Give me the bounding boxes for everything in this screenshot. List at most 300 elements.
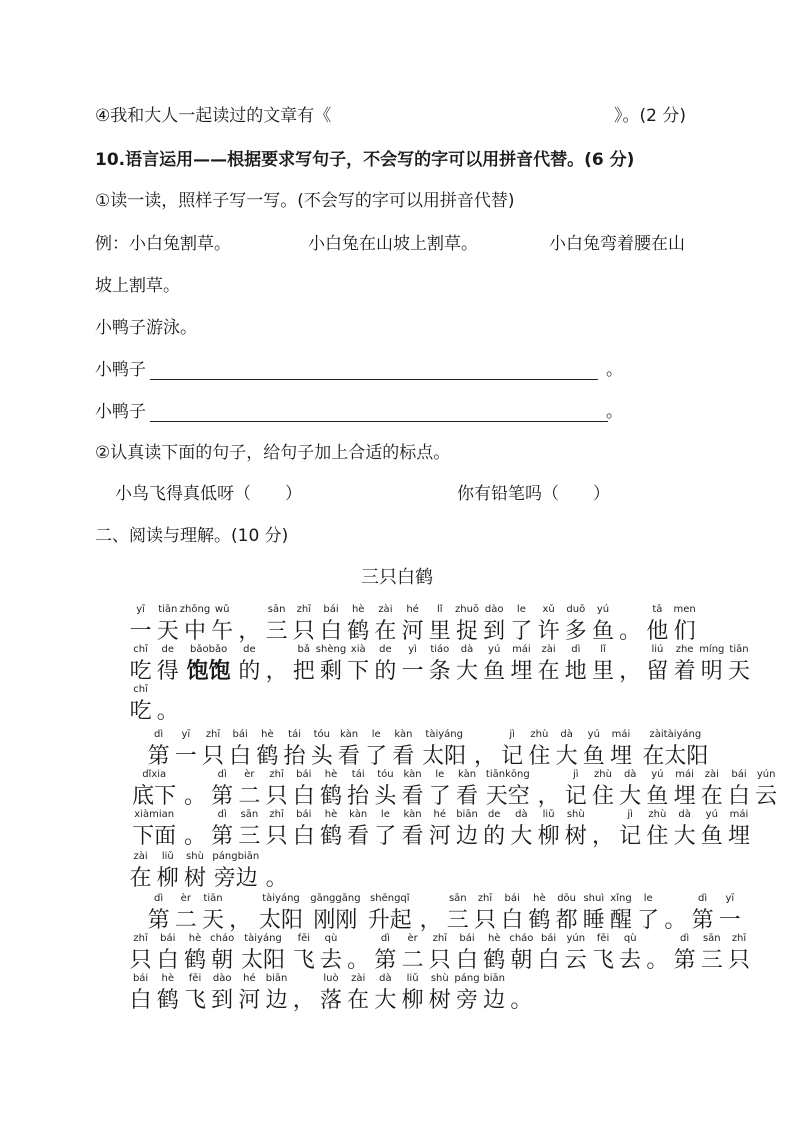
pinyin: cháo bbox=[509, 933, 534, 944]
hanzi: 。 bbox=[510, 988, 533, 1013]
pinyin: zài bbox=[541, 644, 556, 655]
hanzi: 睡 bbox=[582, 908, 605, 933]
pinyin: le bbox=[435, 769, 445, 780]
pinyin: hé bbox=[406, 604, 419, 615]
pinyin: de bbox=[161, 644, 175, 655]
pinyin: xiàmian bbox=[134, 809, 175, 820]
pinyin: cháo bbox=[210, 933, 235, 944]
hanzi: 只 bbox=[292, 619, 315, 644]
hanzi: 一 bbox=[129, 619, 152, 644]
pinyin: xià bbox=[350, 644, 366, 655]
pinyin: le bbox=[516, 604, 526, 615]
hanzi: 许 bbox=[537, 619, 560, 644]
pinyin: chī bbox=[133, 684, 148, 695]
hanzi: 地 bbox=[564, 659, 587, 684]
hanzi: 留 bbox=[646, 659, 669, 684]
hanzi: 飞 bbox=[292, 948, 315, 973]
hanzi: 在 bbox=[700, 784, 723, 809]
pinyin: zhù bbox=[594, 769, 612, 780]
pinyin: liǔ bbox=[161, 851, 174, 862]
hanzi: 了 bbox=[428, 784, 451, 809]
hanzi: 第 bbox=[147, 744, 170, 769]
hanzi: 大 bbox=[619, 784, 642, 809]
pinyin: liǔ bbox=[542, 809, 555, 820]
pinyin: hè bbox=[261, 729, 274, 740]
fill1-prefix: 小鸭子 bbox=[95, 360, 146, 380]
hanzi: 第 bbox=[673, 948, 696, 973]
hanzi: 柳 bbox=[537, 824, 560, 849]
pinyin: zài bbox=[133, 851, 148, 862]
hanzi: 天空 bbox=[485, 784, 530, 809]
hanzi: 第 bbox=[691, 908, 714, 933]
pinyin: zài bbox=[704, 769, 719, 780]
pinyin: fēi bbox=[596, 933, 610, 944]
hanzi: 鹤 bbox=[347, 619, 370, 644]
hanzi: 下面 bbox=[132, 824, 177, 849]
hanzi: 白 bbox=[292, 824, 315, 849]
pinyin: bái bbox=[296, 809, 312, 820]
hanzi: 只 bbox=[265, 784, 288, 809]
pinyin: yī bbox=[136, 604, 145, 615]
hanzi: 鱼 bbox=[582, 744, 605, 769]
pinyin: wǔ bbox=[214, 604, 230, 615]
q10-sub1: ①读一读，照样子写一写。(不会写的字可以用拼音代替) bbox=[95, 191, 515, 211]
pinyin: sān bbox=[702, 933, 721, 944]
hanzi: 在 bbox=[374, 619, 397, 644]
pinyin: zhī bbox=[296, 604, 311, 615]
pinyin: bái bbox=[504, 893, 520, 904]
pinyin: hé bbox=[243, 973, 256, 984]
hanzi: ， bbox=[619, 659, 642, 684]
hanzi: 鹤 bbox=[319, 784, 343, 809]
pinyin: dì bbox=[217, 809, 227, 820]
pinyin: tā bbox=[652, 604, 663, 615]
hanzi: 鱼 bbox=[591, 619, 615, 644]
pinyin: hè bbox=[533, 893, 546, 904]
pinyin: dǐxia bbox=[142, 769, 167, 780]
hanzi: 旁边 bbox=[213, 866, 258, 891]
pinyin: zhōng bbox=[179, 604, 211, 615]
pinyin: xǔ bbox=[542, 604, 555, 615]
hanzi: 第 bbox=[211, 824, 234, 849]
pinyin: le bbox=[371, 729, 381, 740]
hanzi: 飞 bbox=[183, 988, 207, 1013]
hanzi: 一 bbox=[401, 659, 424, 684]
pinyin: zhù bbox=[648, 809, 667, 820]
pinyin: zhī bbox=[133, 933, 148, 944]
hanzi: ， bbox=[473, 744, 497, 769]
pinyin: bái bbox=[132, 973, 149, 984]
pinyin: le bbox=[380, 809, 390, 820]
pinyin: jì bbox=[573, 769, 579, 780]
hanzi: 只 bbox=[727, 948, 751, 973]
section2-title: 二、阅读与理解。(10 分) bbox=[95, 526, 289, 546]
hanzi: 吃 bbox=[129, 659, 152, 684]
example-a: 例：小白兔割草。 bbox=[95, 234, 231, 254]
pinyin: qù bbox=[623, 933, 637, 944]
pinyin: liú bbox=[651, 644, 664, 655]
punct-item-2: 你有铅笔吗（ ） bbox=[457, 484, 610, 504]
pinyin: bái bbox=[459, 933, 475, 944]
pinyin: hé bbox=[433, 809, 447, 820]
hanzi: 树 bbox=[183, 866, 207, 891]
pinyin: hè bbox=[351, 604, 365, 615]
hanzi: 捉 bbox=[455, 619, 479, 644]
hanzi: 记 bbox=[501, 744, 524, 769]
pinyin: zhī bbox=[731, 933, 747, 944]
pinyin: jì bbox=[627, 809, 633, 820]
hanzi: 住 bbox=[591, 784, 615, 809]
fill2-end: 。 bbox=[606, 402, 623, 422]
hanzi: 白 bbox=[501, 908, 524, 933]
pinyin: dì bbox=[154, 729, 164, 740]
pinyin: shù bbox=[186, 851, 204, 862]
hanzi: 只 bbox=[265, 824, 288, 849]
pinyin: yì bbox=[408, 644, 417, 655]
hanzi: 在太阳 bbox=[642, 744, 709, 769]
pinyin: tàiyáng bbox=[244, 933, 282, 944]
pinyin: shuì bbox=[583, 893, 605, 904]
pinyin: zhuō bbox=[454, 604, 480, 615]
pinyin: xǐng bbox=[610, 893, 632, 904]
hanzi: 二 bbox=[174, 908, 197, 933]
pinyin: bǎ bbox=[297, 644, 311, 655]
hanzi: ， bbox=[419, 908, 442, 933]
pinyin: sān bbox=[448, 893, 467, 904]
hanzi: 一 bbox=[718, 908, 741, 933]
pinyin: míng bbox=[699, 644, 725, 655]
pinyin: lǐ bbox=[600, 644, 606, 655]
pinyin: sān bbox=[267, 604, 286, 615]
pinyin: tóu bbox=[313, 729, 330, 740]
pinyin: hè bbox=[188, 933, 202, 944]
pinyin: mái bbox=[729, 809, 749, 820]
pinyin: zài bbox=[351, 973, 366, 984]
hanzi: ， bbox=[265, 659, 288, 684]
hanzi: 旁 bbox=[455, 988, 479, 1013]
pinyin: de bbox=[487, 809, 501, 820]
pinyin: gānggāng bbox=[310, 893, 361, 904]
hanzi: 。 bbox=[664, 908, 687, 933]
pinyin: dà bbox=[560, 729, 573, 740]
hanzi: 三 bbox=[446, 908, 469, 933]
hanzi: 条 bbox=[428, 659, 451, 684]
hanzi: 埋 bbox=[673, 784, 696, 809]
pinyin: dōu bbox=[557, 893, 576, 904]
pinyin: kàn bbox=[349, 809, 368, 820]
pinyin: dà bbox=[515, 809, 528, 820]
pinyin: liǔ bbox=[406, 973, 419, 984]
pinyin: dì bbox=[698, 893, 708, 904]
pinyin: qù bbox=[324, 933, 338, 944]
pinyin: zàitàiyáng bbox=[649, 729, 702, 740]
hanzi: ， bbox=[292, 988, 315, 1013]
hanzi: 底下 bbox=[132, 784, 177, 809]
pinyin: dào bbox=[484, 604, 504, 615]
hanzi: 在 bbox=[129, 866, 152, 891]
hanzi: 他 bbox=[646, 619, 669, 644]
pinyin: zhī bbox=[269, 809, 284, 820]
hanzi: 的 bbox=[238, 659, 261, 684]
pinyin: tiānkōng bbox=[485, 769, 530, 780]
pinyin: mái bbox=[675, 769, 694, 780]
hanzi: 二 bbox=[401, 948, 424, 973]
hanzi: 。 bbox=[347, 948, 370, 973]
hanzi: 白 bbox=[537, 948, 560, 973]
pinyin: tiáo bbox=[430, 644, 450, 655]
pinyin: yī bbox=[181, 729, 191, 740]
hanzi: 天 bbox=[201, 908, 225, 933]
pinyin: zhù bbox=[530, 729, 549, 740]
hanzi: 第 bbox=[374, 948, 397, 973]
hanzi: 。 bbox=[619, 619, 642, 644]
pinyin: luò bbox=[323, 973, 339, 984]
pinyin: dà bbox=[623, 769, 637, 780]
hanzi: 。 bbox=[156, 699, 179, 724]
pinyin: zhī bbox=[269, 769, 284, 780]
hanzi: 一 bbox=[174, 744, 197, 769]
hanzi: 。 bbox=[183, 824, 207, 849]
hanzi: 河 bbox=[428, 824, 451, 849]
q10-title: 10.语言运用——根据要求写句子，不会写的字可以用拼音代替。(6 分) bbox=[95, 150, 635, 170]
hanzi: 白 bbox=[319, 619, 343, 644]
pinyin: yī bbox=[725, 893, 735, 904]
passage-title: 三只白鹤 bbox=[361, 567, 433, 588]
hanzi: 白 bbox=[156, 948, 179, 973]
pinyin: biān bbox=[265, 973, 288, 984]
hanzi: 把 bbox=[292, 659, 315, 684]
pinyin: páng bbox=[454, 973, 480, 984]
hanzi: 剩 bbox=[319, 659, 343, 684]
pinyin: bái bbox=[160, 933, 176, 944]
hanzi: 抬 bbox=[283, 744, 306, 769]
hanzi: 天 bbox=[727, 659, 751, 684]
hanzi: 树 bbox=[428, 988, 451, 1013]
pinyin: biān bbox=[483, 973, 505, 984]
hanzi: 鹤 bbox=[483, 948, 506, 973]
pinyin: kàn bbox=[394, 729, 413, 740]
hanzi: 去 bbox=[319, 948, 343, 973]
pinyin: bǎobǎo bbox=[190, 644, 228, 655]
hanzi: 了 bbox=[637, 908, 660, 933]
hanzi: 边 bbox=[483, 988, 506, 1013]
pinyin: tàiyáng bbox=[425, 729, 463, 740]
pinyin: mái bbox=[611, 729, 631, 740]
hanzi: 看 bbox=[455, 784, 479, 809]
hanzi: ， bbox=[591, 824, 615, 849]
pinyin: èr bbox=[407, 933, 418, 944]
hanzi: 白 bbox=[129, 988, 152, 1013]
pinyin: bái bbox=[731, 769, 747, 780]
pinyin: zài bbox=[378, 604, 393, 615]
pinyin: pángbiān bbox=[212, 851, 260, 862]
hanzi: 鹤 bbox=[183, 948, 207, 973]
hanzi: 飞 bbox=[591, 948, 615, 973]
hanzi: 太阳 bbox=[240, 948, 286, 973]
q10-sub2: ②认真读下面的句子，给句子加上合适的标点。 bbox=[95, 443, 451, 463]
hanzi: 醒 bbox=[609, 908, 633, 933]
pinyin: zhe bbox=[675, 644, 694, 655]
hanzi: 在 bbox=[347, 988, 370, 1013]
hanzi: 到 bbox=[483, 619, 506, 644]
hanzi: 饱饱 bbox=[186, 659, 231, 684]
hanzi: 鱼 bbox=[483, 659, 506, 684]
pinyin: tóu bbox=[377, 769, 394, 780]
hanzi: 云 bbox=[564, 948, 587, 973]
hanzi: 三 bbox=[238, 824, 261, 849]
hanzi: ， bbox=[238, 619, 261, 644]
pinyin: dì bbox=[571, 644, 581, 655]
hanzi: 都 bbox=[555, 908, 578, 933]
hanzi: 的 bbox=[374, 659, 397, 684]
pinyin: dà bbox=[460, 644, 474, 655]
hanzi: 太阳 bbox=[422, 744, 467, 769]
hanzi: 大 bbox=[374, 988, 397, 1013]
hanzi: 多 bbox=[564, 619, 587, 644]
hanzi: 鱼 bbox=[700, 824, 723, 849]
example-c: 小白兔弯着腰在山 bbox=[549, 234, 685, 254]
hanzi: 鹤 bbox=[528, 908, 551, 933]
hanzi: 头 bbox=[310, 744, 333, 769]
hanzi: 。 bbox=[183, 784, 207, 809]
q4-text: ④我和大人一起读过的文章有《 bbox=[95, 106, 332, 126]
pinyin: shēngqǐ bbox=[370, 893, 410, 904]
pinyin: dà bbox=[678, 809, 691, 820]
hanzi: 朝 bbox=[510, 948, 533, 973]
hanzi: 到 bbox=[211, 988, 234, 1013]
pinyin: dà bbox=[379, 973, 392, 984]
pinyin: le bbox=[643, 893, 653, 904]
hanzi: 看 bbox=[337, 744, 361, 769]
hanzi: 云 bbox=[755, 784, 778, 809]
pinyin: tái bbox=[351, 769, 365, 780]
pinyin: dì bbox=[380, 933, 390, 944]
example-c-cont: 坡上割草。 bbox=[95, 276, 180, 296]
hanzi: 抬 bbox=[347, 784, 370, 809]
pinyin: hè bbox=[324, 809, 338, 820]
hanzi: 埋 bbox=[727, 824, 751, 849]
pinyin: kàn bbox=[403, 809, 422, 820]
hanzi: 升起 bbox=[367, 908, 412, 933]
hanzi: 鱼 bbox=[646, 784, 669, 809]
hanzi: 太阳 bbox=[258, 908, 304, 933]
pinyin: jì bbox=[509, 729, 515, 740]
q4-close: 》。(2 分) bbox=[614, 106, 686, 126]
hanzi: 看 bbox=[347, 824, 370, 849]
pinyin: yú bbox=[587, 729, 600, 740]
pinyin: kàn bbox=[339, 729, 359, 740]
pinyin: yún bbox=[756, 769, 776, 780]
pinyin: zhī bbox=[477, 893, 493, 904]
hanzi: 二 bbox=[238, 784, 261, 809]
hanzi: 柳 bbox=[401, 988, 424, 1013]
pinyin: èr bbox=[244, 769, 255, 780]
pinyin: zhī bbox=[205, 729, 221, 740]
hanzi: 头 bbox=[374, 784, 397, 809]
hanzi: 只 bbox=[473, 908, 497, 933]
hanzi: 。 bbox=[646, 948, 669, 973]
hanzi: 埋 bbox=[609, 744, 633, 769]
hanzi: 去 bbox=[619, 948, 642, 973]
pinyin: bái bbox=[323, 604, 339, 615]
pinyin: shù bbox=[430, 973, 449, 984]
hanzi: 鹤 bbox=[256, 744, 279, 769]
pinyin: tiān bbox=[158, 604, 178, 615]
pinyin: dì bbox=[680, 933, 690, 944]
pinyin: yú bbox=[488, 644, 501, 655]
pinyin: bái bbox=[232, 729, 248, 740]
hanzi: 了 bbox=[365, 744, 388, 769]
pinyin: duō bbox=[566, 604, 586, 615]
pinyin: tái bbox=[288, 729, 302, 740]
hanzi: 白 bbox=[292, 784, 315, 809]
hanzi: 柳 bbox=[156, 866, 179, 891]
pinyin: yú bbox=[596, 604, 610, 615]
hanzi: 边 bbox=[265, 988, 288, 1013]
hanzi: 三 bbox=[700, 948, 723, 973]
pinyin: èr bbox=[180, 893, 191, 904]
hanzi: 吃 bbox=[129, 699, 152, 724]
pinyin: tiān bbox=[729, 644, 749, 655]
pinyin: yún bbox=[566, 933, 586, 944]
hanzi: 只 bbox=[428, 948, 451, 973]
pinyin: kàn bbox=[457, 769, 477, 780]
pinyin: hè bbox=[161, 973, 175, 984]
pinyin: dì bbox=[154, 893, 164, 904]
hanzi: 天 bbox=[156, 619, 179, 644]
hanzi: 。 bbox=[265, 866, 288, 891]
hanzi: 看 bbox=[401, 784, 424, 809]
pinyin: dì bbox=[217, 769, 227, 780]
pinyin: bái bbox=[296, 769, 312, 780]
hanzi: 下 bbox=[347, 659, 370, 684]
hanzi: 记 bbox=[564, 784, 587, 809]
hanzi: 记 bbox=[619, 824, 642, 849]
punct-item-1: 小鸟飞得真低呀（ ） bbox=[115, 484, 302, 504]
pinyin: tàiyáng bbox=[262, 893, 300, 904]
pinyin: shèng bbox=[315, 644, 347, 655]
hanzi: 大 bbox=[455, 659, 479, 684]
hanzi: 中 bbox=[183, 619, 207, 644]
pinyin: lǐ bbox=[437, 604, 443, 615]
pinyin: shù bbox=[566, 809, 585, 820]
hanzi: 第 bbox=[147, 908, 170, 933]
pinyin: de bbox=[379, 644, 392, 655]
hanzi: 着 bbox=[673, 659, 696, 684]
pinyin: fēi bbox=[188, 973, 202, 984]
pinyin: yú bbox=[705, 809, 718, 820]
pinyin: chī bbox=[133, 644, 148, 655]
example-b: 小白兔在山坡上割草。 bbox=[308, 234, 478, 254]
pinyin: biān bbox=[456, 809, 478, 820]
fill1-end: 。 bbox=[606, 360, 623, 380]
hanzi: 的 bbox=[483, 824, 506, 849]
pinyin: hè bbox=[487, 933, 501, 944]
hanzi: 住 bbox=[646, 824, 669, 849]
pinyin: hè bbox=[324, 769, 338, 780]
pinyin: mái bbox=[512, 644, 531, 655]
hanzi: 河 bbox=[401, 619, 424, 644]
hanzi: 明 bbox=[700, 659, 723, 684]
pinyin: tiān bbox=[203, 893, 223, 904]
hanzi: 边 bbox=[455, 824, 479, 849]
hanzi: 里 bbox=[591, 659, 615, 684]
hanzi: 得 bbox=[156, 659, 179, 684]
pinyin: de bbox=[243, 644, 256, 655]
pinyin: dào bbox=[212, 973, 232, 984]
hanzi: 白 bbox=[727, 784, 751, 809]
hanzi: 刚刚 bbox=[313, 908, 358, 933]
